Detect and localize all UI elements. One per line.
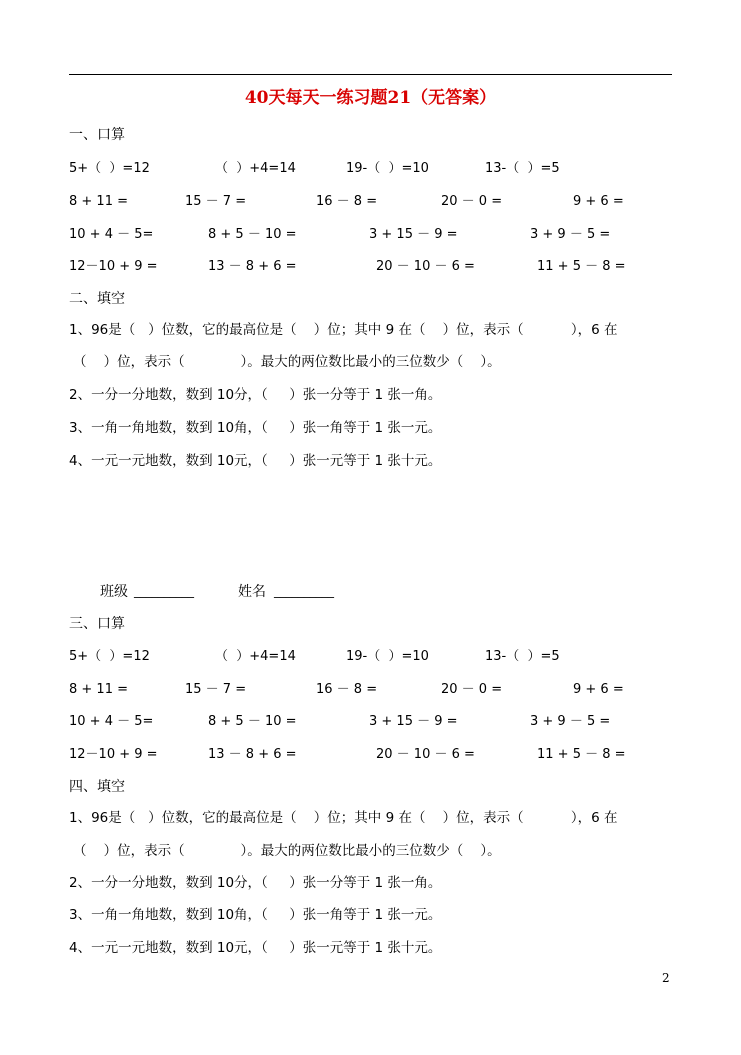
math-item: 5+（ ）=12	[69, 161, 150, 176]
fill-blank-line: 2、一分一分地数，数到 10分，（ ）张一分等于 1 张一角。	[69, 387, 442, 403]
math-item: 13-（ ）=5	[485, 161, 560, 176]
header-rule	[69, 74, 672, 75]
page-title: 40天每天一练习题21（无答案）	[244, 88, 497, 108]
class-blank: __________	[134, 584, 194, 598]
math-item: 3 + 15 － 9 =	[369, 714, 458, 729]
math-item: 8 + 11 =	[69, 682, 128, 697]
section-heading-2: 二、填空	[69, 291, 125, 307]
section-heading-1: 一、口算	[69, 127, 125, 143]
fill-blank-line: 4、一元一元地数，数到 10元，（ ）张一元等于 1 张十元。	[69, 940, 442, 956]
math-item: 20 － 0 =	[441, 194, 503, 209]
math-item: 20 － 0 =	[441, 682, 503, 697]
math-item: 11 + 5 － 8 =	[537, 747, 626, 762]
fill-blank-line: 4、一元一元地数，数到 10元，（ ）张一元等于 1 张十元。	[69, 453, 442, 469]
math-item: 11 + 5 － 8 =	[537, 259, 626, 274]
math-item: 8 + 5 － 10 =	[208, 227, 297, 242]
section-heading-4: 四、填空	[69, 779, 125, 795]
math-item: 8 + 11 =	[69, 194, 128, 209]
fill-blank-line: （ ）位，表示（ ）。最大的两位数比最小的三位数少（ ）。	[73, 843, 501, 859]
class-label: 班级	[100, 584, 128, 600]
name-blank: __________	[274, 584, 334, 598]
math-item: （ ）+4=14	[215, 649, 296, 664]
math-item: 19-（ ）=10	[346, 649, 429, 664]
name-label: 姓名	[238, 584, 266, 600]
fill-blank-line: （ ）位，表示（ ）。最大的两位数比最小的三位数少（ ）。	[73, 354, 501, 370]
math-item: 13 － 8 + 6 =	[208, 747, 297, 762]
page-number: 2	[662, 971, 670, 985]
math-item: 9 + 6 =	[573, 682, 624, 697]
math-item: 20 － 10 － 6 =	[376, 747, 475, 762]
math-item: 9 + 6 =	[573, 194, 624, 209]
math-item: 19-（ ）=10	[346, 161, 429, 176]
math-item: 16 － 8 =	[316, 682, 378, 697]
math-item: 12－10 + 9 =	[69, 259, 158, 274]
math-item: 5+（ ）=12	[69, 649, 150, 664]
fill-blank-line: 3、一角一角地数，数到 10角，（ ）张一角等于 1 张一元。	[69, 907, 442, 923]
section-heading-3: 三、口算	[69, 616, 125, 632]
math-item: 20 － 10 － 6 =	[376, 259, 475, 274]
math-item: 12－10 + 9 =	[69, 747, 158, 762]
fill-blank-line: 1、96是（ ）位数，它的最高位是（ ）位；其中 9 在（ ）位，表示（ ），6 在	[69, 322, 618, 338]
math-item: 10 + 4 － 5=	[69, 714, 154, 729]
math-item: 10 + 4 － 5=	[69, 227, 154, 242]
fill-blank-line: 2、一分一分地数，数到 10分，（ ）张一分等于 1 张一角。	[69, 875, 442, 891]
math-item: 15 － 7 =	[185, 682, 247, 697]
fill-blank-line: 1、96是（ ）位数，它的最高位是（ ）位；其中 9 在（ ）位，表示（ ），6 在	[69, 810, 618, 826]
fill-blank-line: 3、一角一角地数，数到 10角，（ ）张一角等于 1 张一元。	[69, 420, 442, 436]
math-item: 3 + 9 － 5 =	[530, 227, 611, 242]
math-item: 15 － 7 =	[185, 194, 247, 209]
math-item: （ ）+4=14	[215, 161, 296, 176]
math-item: 3 + 9 － 5 =	[530, 714, 611, 729]
math-item: 3 + 15 － 9 =	[369, 227, 458, 242]
math-item: 13 － 8 + 6 =	[208, 259, 297, 274]
math-item: 8 + 5 － 10 =	[208, 714, 297, 729]
math-item: 16 － 8 =	[316, 194, 378, 209]
math-item: 13-（ ）=5	[485, 649, 560, 664]
